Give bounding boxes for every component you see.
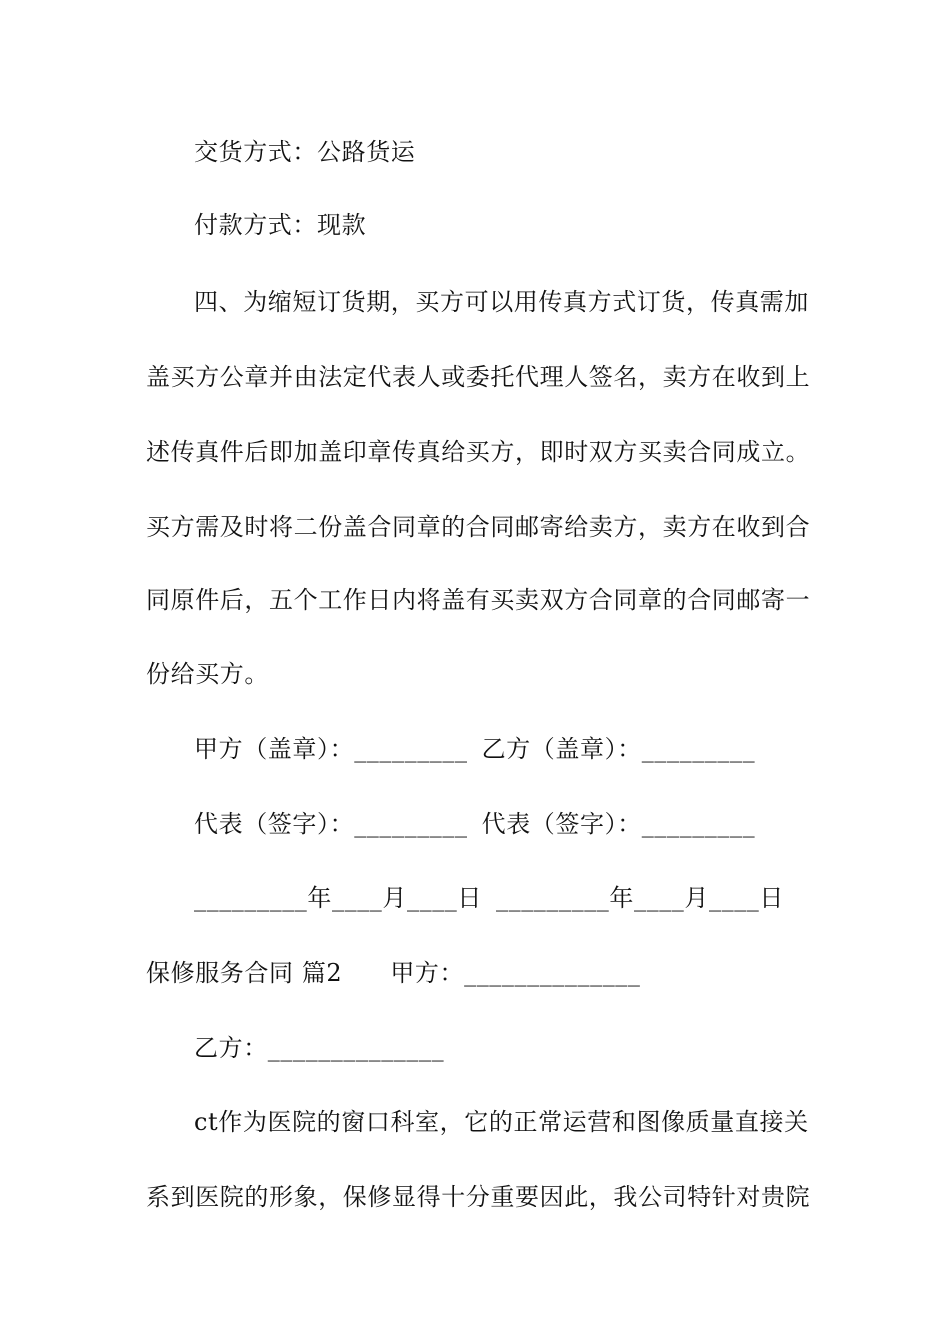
delivery-method-line: 交货方式：公路货运 [194,138,416,166]
contract-two-heading-row [146,956,816,990]
contract-two-body-line-1: ct作为医院的窗口科室，它的正常运营和图像质量直接关 [194,1108,809,1136]
party-a-seal-field: 甲方（盖章）：_________ [194,735,468,763]
clause-four-line-2: 盖买方公章并由法定代表人或委托代理人签名，卖方在收到上 [146,363,811,391]
payment-method-line: 付款方式：现款 [194,211,367,239]
clause-four-line-4: 买方需及时将二份盖合同章的合同邮寄给卖方，卖方在收到合 [146,513,811,541]
clause-four-line-3: 述传真件后即加盖印章传真给买方，即时双方买卖合同成立。 [146,438,811,466]
party-b-representative-field: 代表（签字）：_________ [481,810,756,838]
party-b-date-field: _________年____月____日 [496,884,784,912]
date-row [194,881,864,915]
party-a-date-field: _________年____月____日 [194,884,482,912]
party-a-representative-field: 代表（签字）：_________ [194,810,468,838]
clause-four-line-5: 同原件后，五个工作日内将盖有买卖双方合同章的合同邮寄一 [146,586,811,614]
representative-row [194,807,864,841]
clause-four-line-6: 份给买方。 [146,660,269,688]
contract-two-body-line-2: 系到医院的形象，保修显得十分重要因此，我公司特针对贵院 [146,1183,811,1211]
contract-two-title: 保修服务合同 篇2 [146,959,343,987]
party-b-seal-field: 乙方（盖章）：_________ [481,735,756,763]
clause-four-line-1: 四、为缩短订货期，买方可以用传真方式订货，传真需加 [194,288,809,316]
contract-two-party-a-field: 甲方：______________ [390,959,641,987]
seal-row [194,732,864,766]
contract-two-party-b-field: 乙方：______________ [194,1034,445,1062]
